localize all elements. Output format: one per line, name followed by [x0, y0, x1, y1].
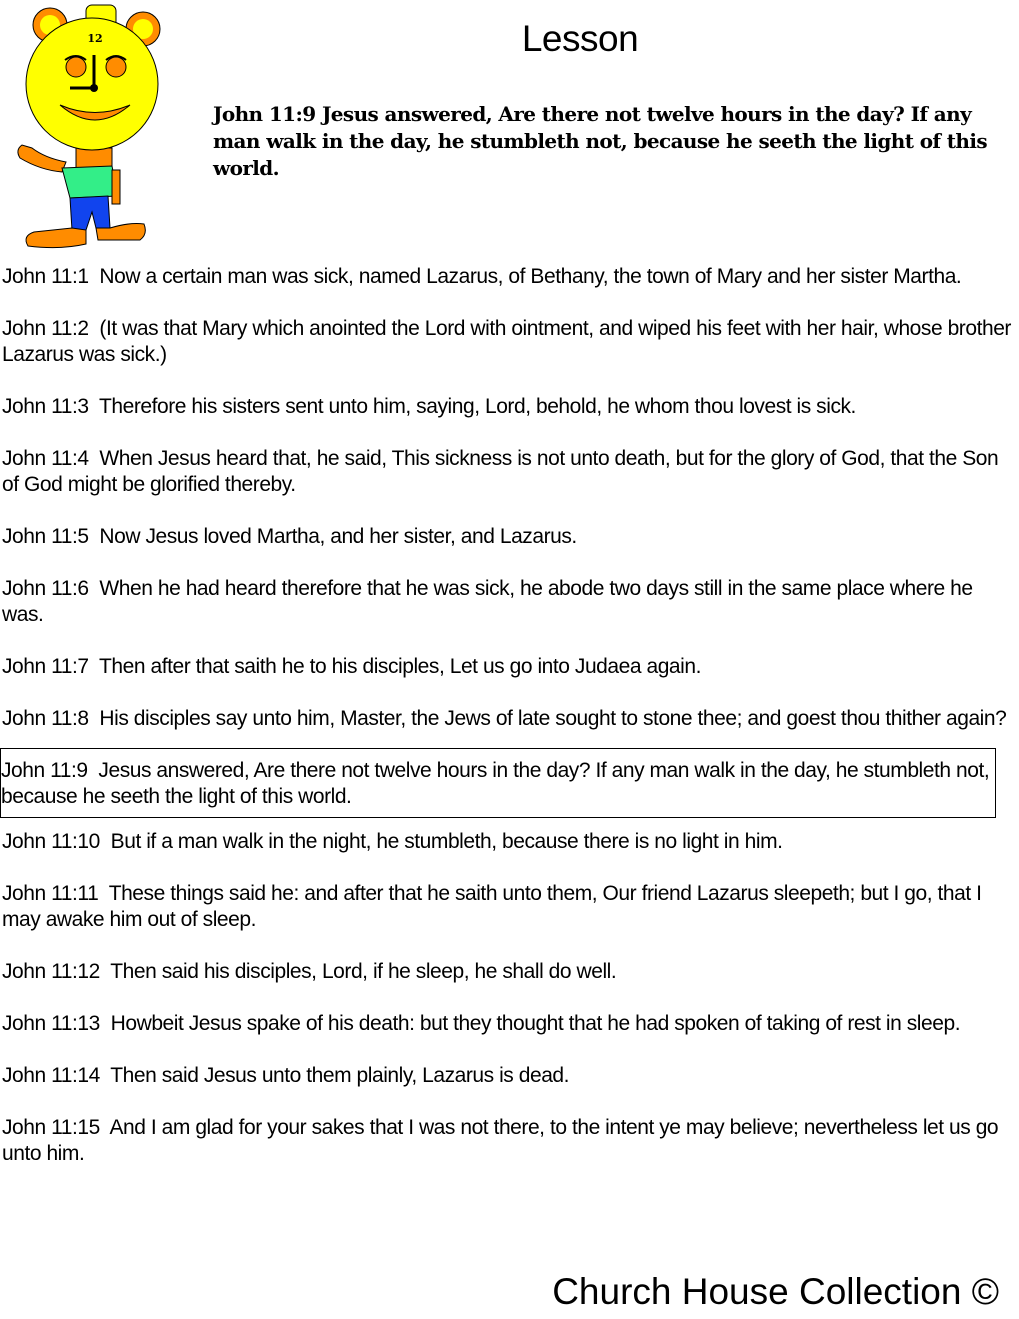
page-title: Lesson	[521, 18, 639, 59]
verse-john-11-8: John 11:8 His disciples say unto him, Master, the Jews of late sought to stone thee; and goest thou thither again?	[2, 707, 1007, 730]
verse-john-11-15: John 11:15 And I am glad for your sakes that I was not there, to the intent ye may believe; nevertheless let us go unto him.	[2, 1116, 1004, 1165]
verse-john-11-12: John 11:12 Then said his disciples, Lord, if he sleep, he shall do well.	[2, 960, 617, 983]
verse-john-11-14: John 11:14 Then said Jesus unto them plainly, Lazarus is dead.	[2, 1064, 570, 1087]
verse-john-11-13: John 11:13 Howbeit Jesus spake of his death: but they thought that he had spoken of taking of rest in sleep.	[2, 1012, 961, 1035]
clock-number: 12	[87, 32, 103, 45]
verse-john-11-3: John 11:3 Therefore his sisters sent unto him, saying, Lord, behold, he whom thou lovest is sick.	[2, 395, 856, 418]
copyright-footer: Church House Collection ©	[552, 1271, 999, 1312]
verse-john-11-5: John 11:5 Now Jesus loved Martha, and her sister, and Lazarus.	[2, 525, 577, 548]
clock-bear-mascot-icon	[0, 0, 170, 255]
verse-john-11-6: John 11:6 When he had heard therefore that he was sick, he abode two days still in the same place where he was.	[2, 577, 978, 626]
verse-john-11-7: John 11:7 Then after that saith he to his disciples, Let us go into Judaea again.	[2, 655, 701, 678]
verse-john-11-4: John 11:4 When Jesus heard that, he said, This sickness is not unto death, but for the glory of God, that the Son of God might be glorified thereby.	[2, 447, 1004, 496]
verse-list	[1, 264, 1017, 1193]
verse-john-11-11: John 11:11 These things said he: and after that he saith unto them, Our friend Lazarus sleepeth; but I go, that I may awake him out of sleep.	[2, 882, 987, 931]
verse-john-11-1: John 11:1 Now a certain man was sick, named Lazarus, of Bethany, the town of Mary and her sister Martha.	[2, 265, 962, 288]
highlighted-verse-john-11-9: John 11:9 Jesus answered, Are there not twelve hours in the day? If any man walk in the day, he stumbleth not, because he seeth the light of this world.	[0, 748, 996, 818]
key-verse: John 11:9 Jesus answered, Are there not twelve hours in the day? If any man walk in the day, he stumbleth not, because he seeth the light of this world.	[213, 102, 988, 180]
verse-john-11-10: John 11:10 But if a man walk in the night, he stumbleth, because there is no light in him.	[2, 830, 783, 853]
verse-john-11-2: John 11:2 (It was that Mary which anointed the Lord with ointment, and wiped his feet with her hair, whose brother Lazarus was sick.)	[2, 317, 1017, 366]
